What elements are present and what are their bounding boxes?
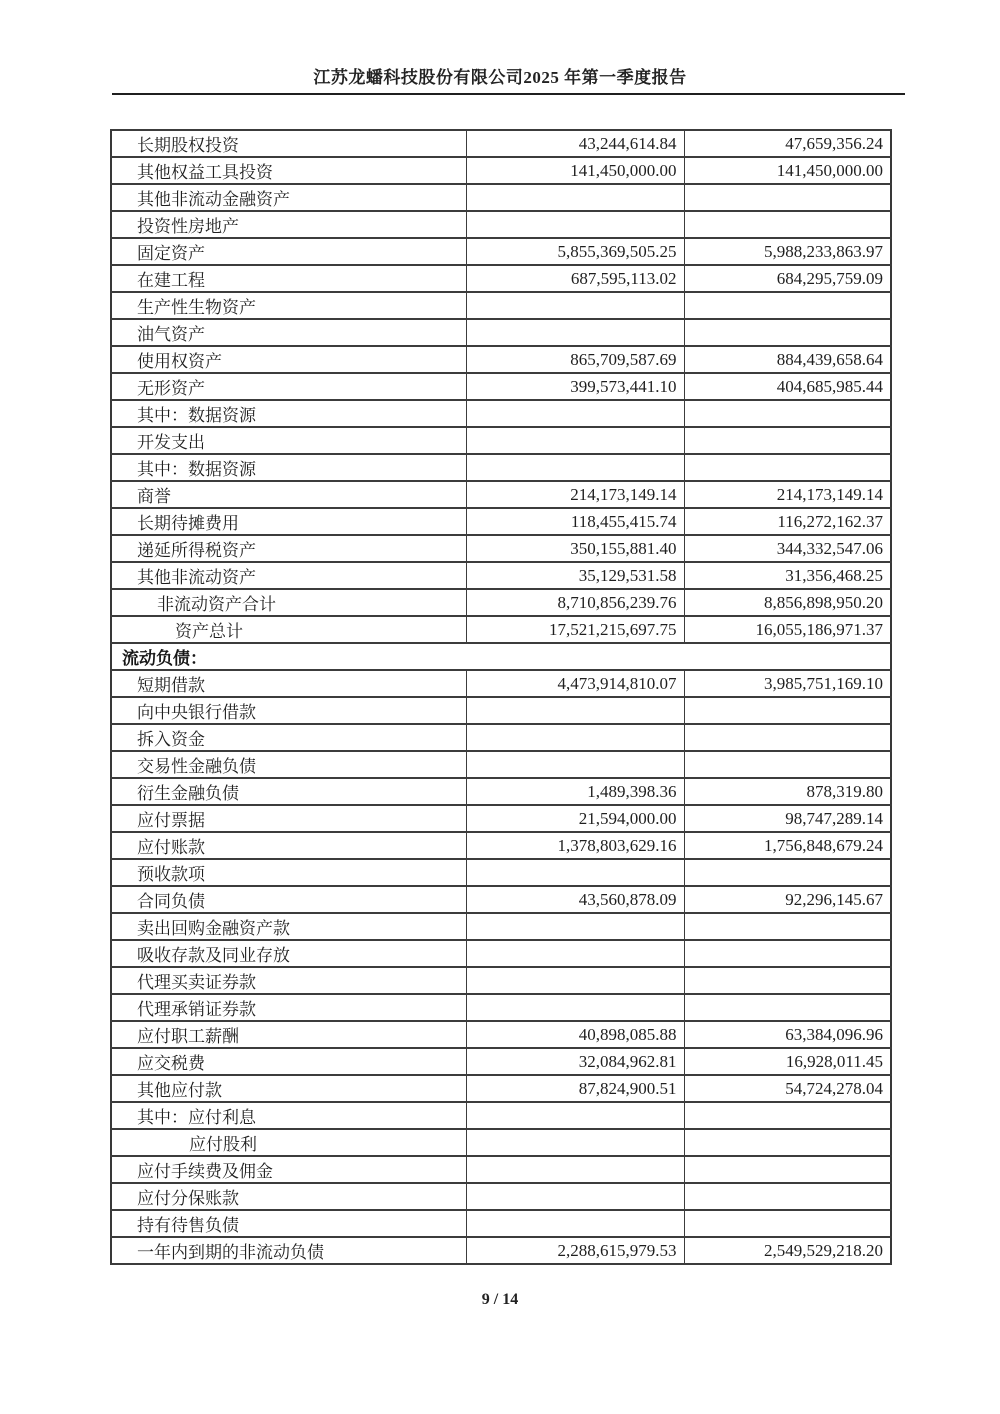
row-value-current: 118,455,415.74 bbox=[466, 508, 684, 535]
table-row bbox=[111, 778, 891, 805]
table-row bbox=[111, 1129, 891, 1156]
table-row bbox=[111, 1237, 891, 1264]
row-label: 其中：应付利息 bbox=[111, 1102, 466, 1129]
row-label: 固定资产 bbox=[111, 238, 466, 265]
row-value-previous bbox=[684, 319, 891, 346]
row-label: 开发支出 bbox=[111, 427, 466, 454]
row-label: 在建工程 bbox=[111, 265, 466, 292]
row-value-previous bbox=[684, 994, 891, 1021]
row-value-previous: 214,173,149.14 bbox=[684, 481, 891, 508]
row-label: 长期待摊费用 bbox=[111, 508, 466, 535]
table-row bbox=[111, 427, 891, 454]
table-row bbox=[111, 697, 891, 724]
row-label: 资产总计 bbox=[111, 616, 466, 643]
row-value-previous bbox=[684, 967, 891, 994]
table-row bbox=[111, 292, 891, 319]
row-value-current: 40,898,085.88 bbox=[466, 1021, 684, 1048]
row-value-current: 5,855,369,505.25 bbox=[466, 238, 684, 265]
table-row bbox=[111, 832, 891, 859]
table-row bbox=[111, 184, 891, 211]
table-row bbox=[111, 886, 891, 913]
table-row bbox=[111, 1102, 891, 1129]
row-value-current: 865,709,587.69 bbox=[466, 346, 684, 373]
row-value-previous bbox=[684, 427, 891, 454]
row-value-previous: 63,384,096.96 bbox=[684, 1021, 891, 1048]
row-value-current bbox=[466, 967, 684, 994]
row-value-current bbox=[466, 697, 684, 724]
table-row bbox=[111, 1183, 891, 1210]
row-value-current: 399,573,441.10 bbox=[466, 373, 684, 400]
table-row bbox=[111, 1075, 891, 1102]
row-value-previous: 47,659,356.24 bbox=[684, 130, 891, 157]
row-value-current bbox=[466, 724, 684, 751]
row-value-previous: 16,055,186,971.37 bbox=[684, 616, 891, 643]
row-value-previous: 684,295,759.09 bbox=[684, 265, 891, 292]
row-label: 持有待售负债 bbox=[111, 1210, 466, 1237]
row-value-current bbox=[466, 994, 684, 1021]
row-label: 衍生金融负债 bbox=[111, 778, 466, 805]
page-number: 9 / 14 bbox=[481, 1291, 519, 1308]
row-label: 其中：数据资源 bbox=[111, 400, 466, 427]
row-value-current bbox=[466, 211, 684, 238]
row-value-previous: 98,747,289.14 bbox=[684, 805, 891, 832]
table-row bbox=[111, 1156, 891, 1183]
row-value-current: 350,155,881.40 bbox=[466, 535, 684, 562]
row-value-current bbox=[466, 454, 684, 481]
table-row bbox=[111, 481, 891, 508]
row-value-current bbox=[466, 427, 684, 454]
row-value-previous: 92,296,145.67 bbox=[684, 886, 891, 913]
row-value-previous bbox=[684, 184, 891, 211]
row-label: 代理承销证券款 bbox=[111, 994, 466, 1021]
row-label: 拆入资金 bbox=[111, 724, 466, 751]
row-value-previous bbox=[684, 1210, 891, 1237]
row-value-current: 214,173,149.14 bbox=[466, 481, 684, 508]
table-row bbox=[111, 913, 891, 940]
row-value-previous bbox=[684, 859, 891, 886]
row-label: 短期借款 bbox=[111, 670, 466, 697]
row-label: 商誉 bbox=[111, 481, 466, 508]
table-row bbox=[111, 1210, 891, 1237]
row-value-previous bbox=[684, 697, 891, 724]
row-value-previous: 31,356,468.25 bbox=[684, 562, 891, 589]
table-row bbox=[111, 940, 891, 967]
row-value-previous bbox=[684, 1129, 891, 1156]
row-label: 其他应付款 bbox=[111, 1075, 466, 1102]
row-value-previous: 404,685,985.44 bbox=[684, 373, 891, 400]
table-row bbox=[111, 670, 891, 697]
row-value-previous bbox=[684, 400, 891, 427]
table-row bbox=[111, 346, 891, 373]
row-value-current: 4,473,914,810.07 bbox=[466, 670, 684, 697]
row-value-current: 141,450,000.00 bbox=[466, 157, 684, 184]
row-label: 应交税费 bbox=[111, 1048, 466, 1075]
table-row bbox=[111, 373, 891, 400]
row-value-current bbox=[466, 400, 684, 427]
row-value-previous: 54,724,278.04 bbox=[684, 1075, 891, 1102]
row-label: 应付账款 bbox=[111, 832, 466, 859]
row-label: 投资性房地产 bbox=[111, 211, 466, 238]
row-value-previous bbox=[684, 724, 891, 751]
row-value-current bbox=[466, 751, 684, 778]
row-label: 长期股权投资 bbox=[111, 130, 466, 157]
row-value-previous bbox=[684, 1102, 891, 1129]
table-row bbox=[111, 508, 891, 535]
row-value-previous bbox=[684, 913, 891, 940]
table-row bbox=[111, 319, 891, 346]
row-value-current bbox=[466, 940, 684, 967]
table-row bbox=[111, 1048, 891, 1075]
row-value-previous: 8,856,898,950.20 bbox=[684, 589, 891, 616]
row-value-current bbox=[466, 319, 684, 346]
row-value-previous: 878,319.80 bbox=[684, 778, 891, 805]
row-value-previous: 116,272,162.37 bbox=[684, 508, 891, 535]
row-value-current bbox=[466, 184, 684, 211]
row-label: 其中：数据资源 bbox=[111, 454, 466, 481]
row-label: 卖出回购金融资产款 bbox=[111, 913, 466, 940]
table-row bbox=[111, 724, 891, 751]
row-label: 合同负债 bbox=[111, 886, 466, 913]
row-label: 代理买卖证券款 bbox=[111, 967, 466, 994]
row-value-current: 687,595,113.02 bbox=[466, 265, 684, 292]
row-label: 其他非流动金融资产 bbox=[111, 184, 466, 211]
row-value-current bbox=[466, 1102, 684, 1129]
row-value-current: 35,129,531.58 bbox=[466, 562, 684, 589]
row-label: 递延所得税资产 bbox=[111, 535, 466, 562]
section-label: 流动负债： bbox=[111, 643, 891, 670]
row-value-previous bbox=[684, 751, 891, 778]
row-label: 吸收存款及同业存放 bbox=[111, 940, 466, 967]
section-header-row bbox=[111, 643, 891, 670]
row-value-current: 2,288,615,979.53 bbox=[466, 1237, 684, 1264]
table-row bbox=[111, 130, 891, 157]
row-value-previous bbox=[684, 940, 891, 967]
row-value-current bbox=[466, 1183, 684, 1210]
row-value-current bbox=[466, 1129, 684, 1156]
row-label: 应付职工薪酬 bbox=[111, 1021, 466, 1048]
table-row bbox=[111, 994, 891, 1021]
table-row bbox=[111, 562, 891, 589]
report-header-title: 江苏龙蟠科技股份有限公司2025 年第一季度报告 bbox=[313, 68, 687, 87]
table-row bbox=[111, 859, 891, 886]
row-label: 生产性生物资产 bbox=[111, 292, 466, 319]
row-value-current bbox=[466, 859, 684, 886]
row-label: 应付股利 bbox=[111, 1129, 466, 1156]
row-value-current: 17,521,215,697.75 bbox=[466, 616, 684, 643]
table-row bbox=[111, 400, 891, 427]
row-value-previous bbox=[684, 292, 891, 319]
row-value-current: 32,084,962.81 bbox=[466, 1048, 684, 1075]
row-value-previous: 884,439,658.64 bbox=[684, 346, 891, 373]
table-row bbox=[111, 238, 891, 265]
row-value-previous bbox=[684, 1156, 891, 1183]
table-row bbox=[111, 535, 891, 562]
row-value-current: 21,594,000.00 bbox=[466, 805, 684, 832]
table-row bbox=[111, 454, 891, 481]
row-value-previous bbox=[684, 1183, 891, 1210]
balance-sheet-table bbox=[110, 129, 892, 1265]
row-value-current: 43,244,614.84 bbox=[466, 130, 684, 157]
row-label: 应付票据 bbox=[111, 805, 466, 832]
row-value-previous bbox=[684, 454, 891, 481]
row-label: 交易性金融负债 bbox=[111, 751, 466, 778]
balance-sheet-body bbox=[111, 130, 891, 1264]
row-label: 应付分保账款 bbox=[111, 1183, 466, 1210]
table-row bbox=[111, 805, 891, 832]
row-value-current: 1,489,398.36 bbox=[466, 778, 684, 805]
row-label: 使用权资产 bbox=[111, 346, 466, 373]
row-value-previous bbox=[684, 211, 891, 238]
row-label: 油气资产 bbox=[111, 319, 466, 346]
table-row bbox=[111, 1021, 891, 1048]
row-value-previous: 1,756,848,679.24 bbox=[684, 832, 891, 859]
row-label: 无形资产 bbox=[111, 373, 466, 400]
row-label: 其他非流动资产 bbox=[111, 562, 466, 589]
table-row bbox=[111, 589, 891, 616]
table-row bbox=[111, 967, 891, 994]
row-label: 向中央银行借款 bbox=[111, 697, 466, 724]
row-value-current: 87,824,900.51 bbox=[466, 1075, 684, 1102]
row-value-current bbox=[466, 1210, 684, 1237]
row-value-previous: 141,450,000.00 bbox=[684, 157, 891, 184]
row-label: 预收款项 bbox=[111, 859, 466, 886]
table-row bbox=[111, 211, 891, 238]
row-value-previous: 344,332,547.06 bbox=[684, 535, 891, 562]
row-value-previous: 3,985,751,169.10 bbox=[684, 670, 891, 697]
table-row bbox=[111, 751, 891, 778]
row-label: 非流动资产合计 bbox=[111, 589, 466, 616]
row-value-current bbox=[466, 1156, 684, 1183]
row-value-previous: 5,988,233,863.97 bbox=[684, 238, 891, 265]
row-value-previous: 2,549,529,218.20 bbox=[684, 1237, 891, 1264]
row-value-current: 43,560,878.09 bbox=[466, 886, 684, 913]
row-label: 其他权益工具投资 bbox=[111, 157, 466, 184]
row-value-previous: 16,928,011.45 bbox=[684, 1048, 891, 1075]
row-value-current bbox=[466, 913, 684, 940]
row-label: 应付手续费及佣金 bbox=[111, 1156, 466, 1183]
header-divider-line bbox=[112, 93, 905, 95]
table-row bbox=[111, 616, 891, 643]
row-label: 一年内到期的非流动负债 bbox=[111, 1237, 466, 1264]
row-value-current bbox=[466, 292, 684, 319]
table-row bbox=[111, 265, 891, 292]
table-row bbox=[111, 157, 891, 184]
row-value-current: 1,378,803,629.16 bbox=[466, 832, 684, 859]
row-value-current: 8,710,856,239.76 bbox=[466, 589, 684, 616]
